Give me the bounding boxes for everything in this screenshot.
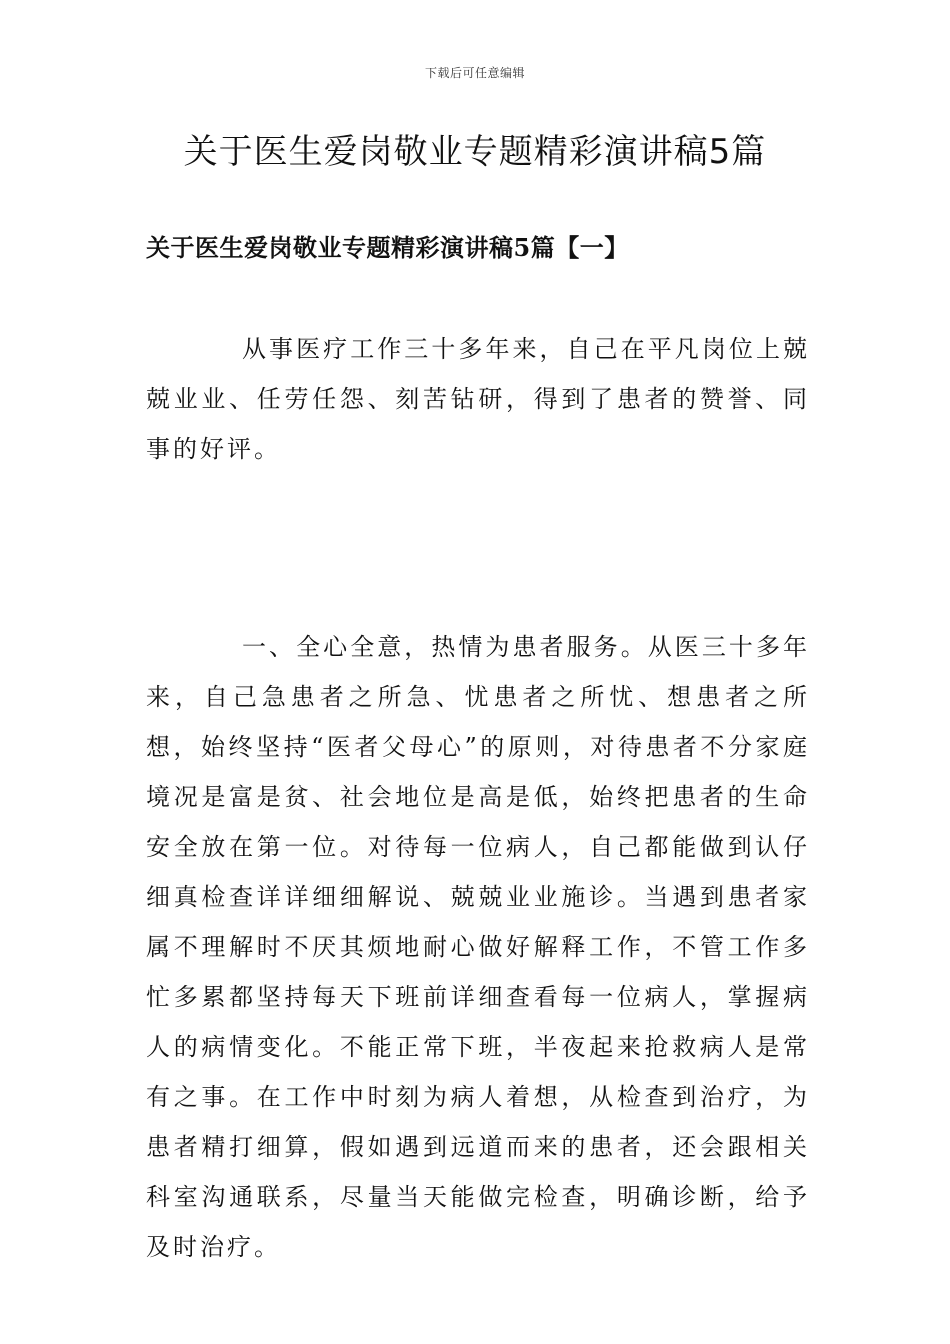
section-heading: 关于医生爱岗敬业专题精彩演讲稿5篇【一】 [146,233,629,262]
paragraph-intro: 从事医疗工作三十多年来，自己在平凡岗位上兢兢业业、任劳任怨、刻苦钻研，得到了患者的赞誉、同事的好评。 [146,335,810,463]
paragraph-service: 一、全心全意，热情为患者服务。从医三十多年来，自己急患者之所急、忧患者之所忧、想患者之所想，始终坚持“医者父母心”的原则，对待患者不分家庭境况是富是贫、社会地位是高是低，始终把患者的生命安全放在第一位。对待每一位病人，自己都能做到认仔细真检查详详细细解说、兢兢业业施诊。当遇到患者家属不理解时不厌其烦地耐心做好解释工作，不管工作多忙多累都坚持每天下班前详细查看每一位病人，掌握病人的病情变化。不能正常下班，半夜起来抢救病人是常有之事。在工作中时刻为病人着想，从检查到治疗，为患者精打细算，假如遇到远道而来的患者，还会跟相关科室沟通联系，尽量当天能做完检查，明确诊断，给予及时治疗。 [146,633,810,1261]
header-note: 下载后可任意编辑 [424,66,525,80]
document-title: 关于医生爱岗敬业专题精彩演讲稿5篇 [183,132,767,172]
